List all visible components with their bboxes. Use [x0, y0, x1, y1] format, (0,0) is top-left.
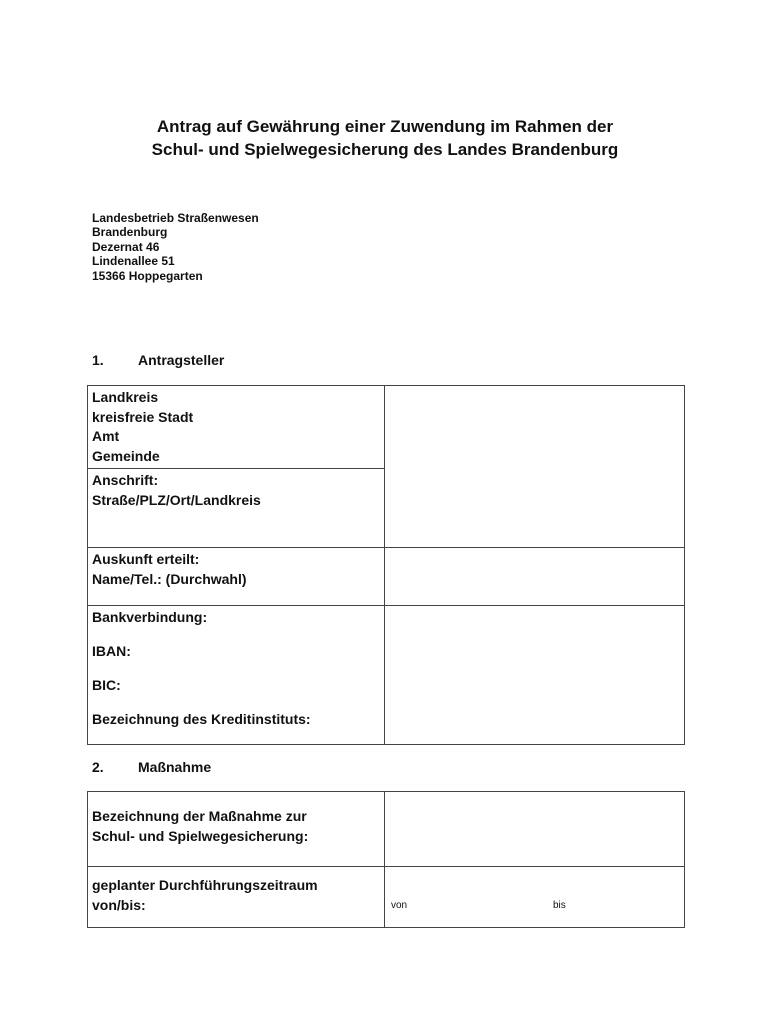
- recipient-address: [92, 211, 259, 283]
- recipient-line-3: Dezernat 46: [92, 239, 160, 254]
- label-kreditinstitut: Bezeichnung des Kreditinstituts:: [92, 711, 311, 727]
- applicant-type-cell: [88, 386, 385, 469]
- title-line-1: Antrag auf Gewährung einer Zuwendung im Rahmen der: [156, 117, 614, 136]
- label-strasse-plz-ort: Straße/PLZ/Ort/Landkreis: [92, 491, 261, 508]
- contact-input-field[interactable]: [385, 548, 685, 606]
- measure-input-field[interactable]: [385, 792, 685, 867]
- label-amt: Amt: [92, 428, 120, 444]
- section-1-title: Antragsteller: [138, 352, 225, 368]
- label-name-tel: Name/Tel.: (Durchwahl): [92, 570, 247, 587]
- section-1-heading: [92, 352, 392, 372]
- label-durchfuehrungszeitraum: geplanter Durchführungszeitraum: [92, 877, 318, 893]
- recipient-line-4: Lindenallee 51: [92, 254, 175, 269]
- label-iban: IBAN:: [92, 643, 131, 659]
- label-bezeichnung-massnahme: Bezeichnung der Maßnahme zur: [92, 808, 307, 824]
- recipient-line-2: Brandenburg: [92, 225, 168, 240]
- label-anschrift: Anschrift:: [92, 472, 159, 488]
- label-bankverbindung: Bankverbindung:: [92, 609, 208, 625]
- applicant-input-field[interactable]: [385, 386, 685, 548]
- section-1-number: 1.: [92, 352, 104, 368]
- von-label: von: [391, 900, 408, 911]
- address-label-cell: [88, 469, 385, 548]
- applicant-table: [87, 385, 685, 745]
- bank-label-cell: [88, 606, 385, 745]
- bis-label: bis: [553, 900, 566, 911]
- measure-label-cell: [88, 792, 385, 867]
- label-landkreis: Landkreis: [92, 389, 159, 405]
- measure-table: [87, 791, 685, 928]
- document-title: [0, 115, 770, 161]
- section-2-heading: [92, 759, 392, 779]
- title-line-2: Schul- und Spielwegesicherung des Landes Brandenburg: [151, 140, 619, 159]
- period-input-cell[interactable]: [385, 867, 685, 928]
- label-gemeinde: Gemeinde: [92, 447, 160, 464]
- label-auskunft: Auskunft erteilt:: [92, 551, 200, 567]
- recipient-line-1: Landesbetrieb Straßenwesen: [92, 211, 259, 225]
- label-kreisfreie-stadt: kreisfreie Stadt: [92, 408, 194, 425]
- label-bic: BIC:: [92, 677, 121, 693]
- label-von-bis: von/bis:: [92, 896, 146, 913]
- bank-input-field[interactable]: [385, 606, 685, 745]
- section-2-title: Maßnahme: [138, 759, 212, 775]
- contact-label-cell: [88, 548, 385, 606]
- period-label-cell: [88, 867, 385, 928]
- label-schul-spielwege: Schul- und Spielwegesicherung:: [92, 827, 309, 844]
- section-2-number: 2.: [92, 759, 104, 775]
- recipient-line-5: 15366 Hoppegarten: [92, 268, 203, 283]
